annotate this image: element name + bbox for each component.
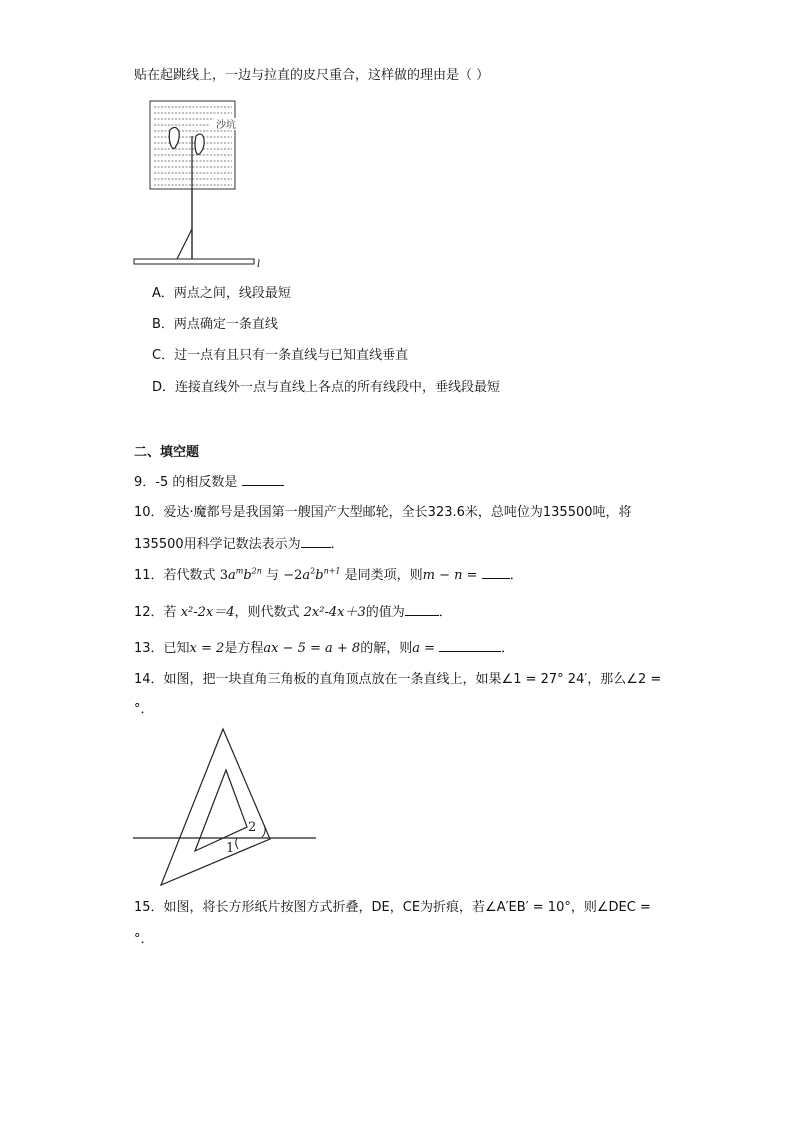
q9-answer-blank[interactable] xyxy=(242,471,284,486)
q13-ask: a = xyxy=(412,641,435,656)
q10-answer-blank[interactable] xyxy=(301,533,331,548)
q13-mid1: 是方程 xyxy=(224,641,264,656)
q12: 12．若 x²-2x＝4，则代数式 2x²-4x＋3的值为 ． xyxy=(134,601,452,623)
q12-expr: 2x²-4x＋3 xyxy=(303,605,366,620)
angle-1-label: 1 xyxy=(226,841,235,856)
q11-prefix: 11．若代数式 xyxy=(134,568,216,583)
q13-cond: x = 2 xyxy=(189,641,225,656)
q13-eq: ax − 5 = a + 8 xyxy=(263,641,361,656)
line-l-label: l xyxy=(257,259,261,270)
q11-expr2: $-2a^2b^{n+1}$ xyxy=(283,566,341,583)
q8-option-a[interactable]: A．两点之间，线段最短 xyxy=(152,286,291,301)
q8-figure xyxy=(132,98,272,270)
q12-prefix: 12．若 xyxy=(134,605,177,620)
q13-prefix: 13．已知 xyxy=(134,641,190,656)
q11-mid: 与 xyxy=(266,568,280,583)
sand-pit-label: 沙坑 xyxy=(216,120,236,131)
q11-answer-blank[interactable] xyxy=(482,564,510,579)
q9 xyxy=(134,471,284,493)
q8-stem: 贴在起跳线上，一边与拉直的皮尺重合，这样做的理由是（ ） xyxy=(134,68,490,83)
q11-expr1: $3a^mb^{2n}$ xyxy=(219,566,262,583)
angle-2-label: 2 xyxy=(248,820,257,835)
q8-option-d[interactable]: D．连接直线外一点与直线上各点的所有线段中，垂线段最短 xyxy=(152,380,501,395)
q10-line2: 135500用科学记数法表示为 ． xyxy=(134,533,344,555)
q13-answer-blank[interactable] xyxy=(439,637,501,652)
q10-line1: 10．爱达·魔都号是我国第一艘国产大型邮轮，全长323.6米，总吨位为135500吨，将 xyxy=(134,505,632,520)
q12-answer-blank[interactable] xyxy=(405,601,439,616)
q9-text: 9．-5 的相反数是 xyxy=(134,475,242,490)
q10-text: 135500用科学记数法表示为 xyxy=(134,537,301,552)
q8-option-c[interactable]: C．过一点有且只有一条直线与已知直线垂直 xyxy=(152,348,409,363)
q13: 13．已知x = 2是方程ax − 5 = a + 8的解，则a = ． xyxy=(134,637,514,659)
q11-ask: m − n = xyxy=(422,568,478,583)
q14-line2: °． xyxy=(134,702,154,717)
q11-suffix: 是同类项，则 xyxy=(344,568,423,583)
q12-cond: x²-2x＝4 xyxy=(180,605,235,620)
section-title: 二、填空题 xyxy=(134,445,200,460)
q14-line1: 14．如图，把一块直角三角板的直角顶点放在一条直线上，如果∠1 = 27° 24′，那么∠2 = xyxy=(134,672,662,687)
q12-suffix: 的值为 xyxy=(365,605,405,620)
q13-mid2: 的解，则 xyxy=(360,641,413,656)
q11: 11．若代数式 $3a^mb^{2n}$ 与 $-2a^2b^{n+1}$ 是同类项，则m − n = ． xyxy=(134,564,523,586)
q8-option-b[interactable]: B．两点确定一条直线 xyxy=(152,317,278,332)
q15-line1: 15．如图，将长方形纸片按图方式折叠，DE，CE为折痕，若∠A′EB′ = 10°，则∠DEC = xyxy=(134,900,651,915)
q14-figure xyxy=(130,725,330,895)
q15-line2: °． xyxy=(134,932,154,947)
q12-mid: ，则代数式 xyxy=(234,605,300,620)
